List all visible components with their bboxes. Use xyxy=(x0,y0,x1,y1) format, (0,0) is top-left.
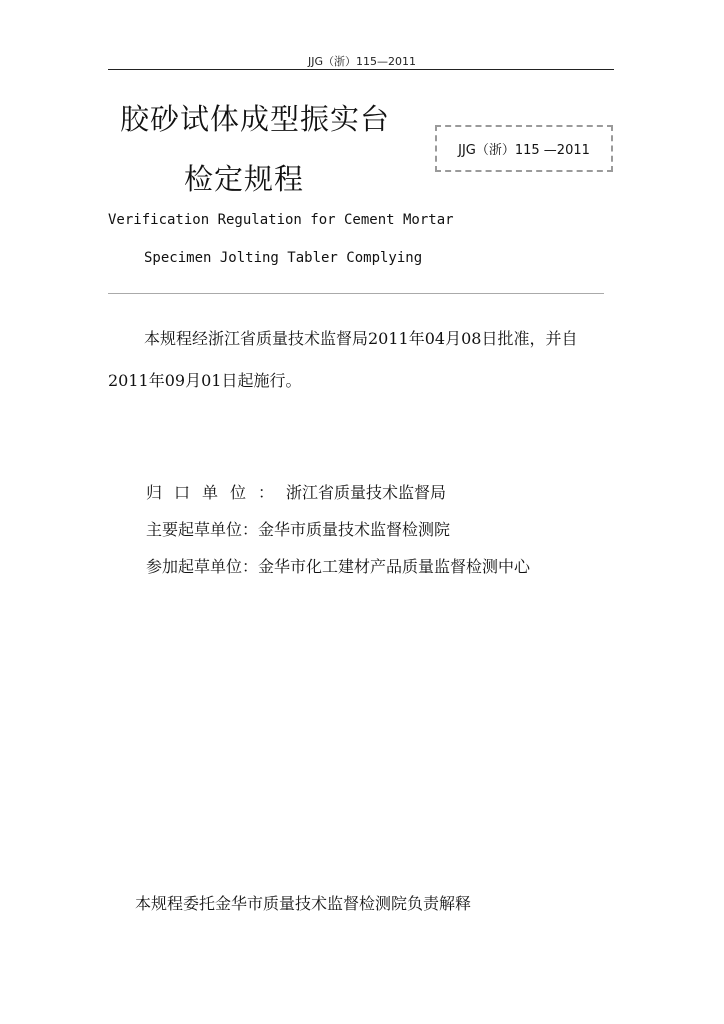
english-title-line-2: Specimen Jolting Tabler Complying xyxy=(144,250,423,266)
unit-value: 金华市质量技术监督检测院 xyxy=(258,520,451,539)
unit-row-participating-drafter xyxy=(146,548,530,585)
unit-value: 金华市化工建材产品质量监督检测中心 xyxy=(258,557,531,576)
interpretation-note: 本规程委托金华市质量技术监督检测院负责解释 xyxy=(135,894,472,913)
unit-label: 参加起草单位： xyxy=(146,557,259,576)
unit-row-main-drafter xyxy=(146,511,530,548)
header-standard-code: JJG（浙）115—2011 xyxy=(307,55,416,68)
approval-statement xyxy=(108,318,614,402)
section-divider xyxy=(108,293,604,294)
standard-code-text: JJG（浙）115 —2011 xyxy=(458,143,590,158)
approval-line-1: 本规程经浙江省质量技术监督局2011年04月08日批准，并自 xyxy=(144,329,578,348)
unit-label: 归口单位： xyxy=(146,483,287,502)
drafting-units xyxy=(146,474,530,585)
document-title-line-2: 检定规程 xyxy=(184,162,305,196)
header-rule xyxy=(108,69,614,70)
unit-row-responsible xyxy=(146,474,530,511)
unit-label: 主要起草单位： xyxy=(146,520,259,539)
document-title-line-1: 胶砂试体成型振实台 xyxy=(120,102,391,136)
english-title-line-1: Verification Regulation for Cement Mortar xyxy=(108,212,454,228)
unit-value: 浙江省质量技术监督局 xyxy=(286,483,447,502)
approval-line-2: 2011年09月01日起施行。 xyxy=(108,371,302,390)
standard-code-box xyxy=(435,125,613,172)
